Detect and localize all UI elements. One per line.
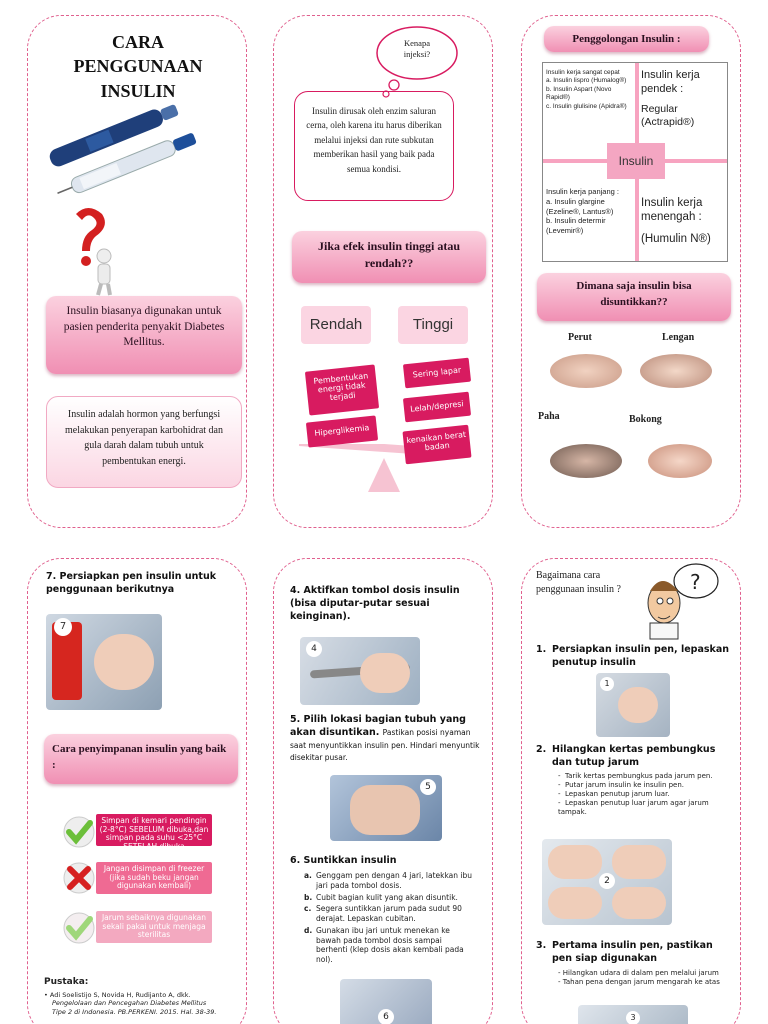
type-long: Insulin kerja panjang : a. Insulin glargine (Ezeline®, Lantus®) b. Insulin determir (Levemir®) (546, 187, 619, 235)
insulin-pen-image (42, 94, 212, 204)
question-person-icon (58, 206, 118, 296)
types-heading: Penggolongan Insulin : (544, 26, 709, 52)
storage-item-needle: Jarum sebaiknya digunakan sekali pakai untuk menjaga sterilitas (96, 911, 212, 943)
how-to-question: Bagaimana cara penggunaan insulin ? (536, 570, 621, 595)
site-photo-bokong (648, 444, 712, 478)
svg-text:?: ? (690, 570, 701, 594)
high-label: Tinggi (398, 306, 468, 344)
step-4-title: 4. Aktifkan tombol dosis insulin (bisa diputar-putar sesuai keinginan). (290, 585, 460, 622)
panel-storage (27, 558, 247, 1024)
checkmark-light-icon (62, 911, 96, 945)
low-item-1: Pembentukan energi tidak terjadi (305, 364, 379, 415)
step-2-photo (542, 839, 672, 925)
step-5-photo (330, 775, 442, 841)
step-4-number: 4 (306, 641, 322, 657)
site-label-perut: Perut (568, 332, 592, 343)
injection-info-box: Insulin dirusak oleh enzim saluran cerna, oleh karena itu harus diberikan melalui injeksi dan rute subkutan memberikan hasil yang baik pada semua kondisi. (294, 91, 454, 201)
step-5-number: 5 (420, 779, 436, 795)
low-label: Rendah (301, 306, 371, 344)
storage-item-fridge: Simpan di kemari pendingin (2-8°C) SEBELUM dibuka,dan simpan pada suhu <25°C SETELAH dibuka (96, 814, 212, 846)
site-photo-perut (550, 354, 622, 388)
info-box-diabetes: Insulin biasanya digunakan untuk pasien penderita penyakit Diabetes Mellitus. (46, 296, 242, 374)
site-photo-lengan (640, 354, 712, 388)
checkmark-icon (62, 815, 96, 849)
step-7-photo (46, 614, 162, 710)
step-7-title: 7. Persiapkan pen insulin untuk penggunaan berikutnya (46, 571, 217, 595)
step-3-photo (578, 1005, 688, 1024)
panel-how-to-use (521, 558, 741, 1024)
info-box-hormone: Insulin adalah hormon yang berfungsi melakukan penyerapan karbohidrat dan gula darah dalam tubuh untuk pembentukan energi. (46, 396, 242, 488)
storage-heading: Cara penyimpanan insulin yang baik : (44, 734, 238, 784)
high-item-3: kenaikan berat badan (402, 425, 471, 465)
insulin-center-label: Insulin (607, 143, 665, 179)
step-3-number: 3 (626, 1011, 640, 1024)
storage-item-freezer: Jangan disimpan di freezer (jika sudah beku jangan digunakan kembali) (96, 862, 212, 894)
sites-heading: Dimana saja insulin bisa disuntikkan?? (537, 273, 731, 321)
step-6-list: a. Genggam pen dengan 4 jari, latekkan ibu jari pada tombol dosis. b. Cubit bagian kulit yang akan disuntik. c. Segera suntikkan jarum pada sudut 90 derajat. Lepaskan cubitan. d. Gunakan ibu jari untuk menekan ke bawah pada tombol dosis sampai berhenti (klep dosis akan kembali pada nol). (304, 871, 473, 964)
high-item-2: Lelah/depresi (403, 392, 471, 423)
site-photo-paha (550, 444, 622, 478)
site-label-lengan: Lengan (662, 332, 695, 343)
low-item-2: Hiperglikemia (306, 415, 378, 447)
why-bubble-text: Kenapa injeksi? (403, 38, 431, 60)
type-short: Insulin kerja pendek : Regular (Actrapid®) (641, 69, 700, 128)
step-7-number: 7 (54, 618, 72, 636)
references-title: Pustaka: (44, 977, 89, 987)
panel-steps-4-6 (273, 558, 493, 1024)
reference-entry: • Adi Soelistijo S, Novida H, Rudijanto A, dkk. Pengelolaan dan Pencegahan Diabetes Mellitus Tipe 2 di Indonesia. PB.PERKENI. 2015. Hal. 38-39. (44, 991, 217, 1016)
step-3-list: - Hilangkan udara di dalam pen melalui jarum - Tahan pena dengan jarum mengarah ke atas (558, 969, 720, 987)
step-1-photo (596, 673, 670, 737)
panel-title: CARA PENGGUNAAN INSULIN (73, 32, 203, 101)
step-1-number: 1 (600, 677, 614, 691)
step-2-number: 2 (599, 873, 615, 889)
site-label-bokong: Bokong (629, 414, 662, 425)
type-intermediate: Insulin kerja menengah : (Humulin N®) (641, 197, 711, 245)
site-label-paha: Paha (538, 411, 560, 422)
step-5-title: 5. Pilih lokasi bagian tubuh yang akan disuntikan. Pastikan posisi nyaman saat menyuntikkan insulin pen. Hindari menyuntik disekitar pusar. (290, 714, 480, 763)
panel-intro (27, 15, 247, 528)
high-item-1: Sering lapar (403, 358, 471, 389)
thinking-man-icon (632, 561, 722, 641)
step-6-photo (340, 979, 432, 1024)
step-6-number: 6 (378, 1009, 394, 1024)
types-grid (542, 62, 728, 262)
panel-why-injection (273, 15, 493, 528)
step-6-title: 6. Suntikkan insulin (290, 855, 397, 866)
step-3-title: 3. Pertama insulin pen, pastikan pen siap digunakan (536, 940, 713, 964)
panel-insulin-types (521, 15, 741, 528)
step-4-photo (300, 637, 420, 705)
step-2-list: - Tarik kertas pembungkus pada jarum pen. - Putar jarum insulin ke insulin pen. - Lepaskan penutup jarum luar. - Lepaskan penutup luar jarum agar jarum tampak. (558, 772, 713, 817)
step-2-title: 2. Hilangkan kertas pembungkus dan tutup jarum (536, 744, 716, 768)
type-rapid: Insulin kerja sangat cepat a. Insulin lispro (Humalog®) b. Insulin Aspart (Novo Rapid®) c. Insulin glulisine (Apidra®) (546, 69, 627, 110)
effect-heading: Jika efek insulin tinggi atau rendah?? (292, 231, 486, 283)
step-1-title: 1. Persiapkan insulin pen, lepaskan penutup insulin (536, 644, 730, 668)
cross-icon (62, 861, 96, 895)
